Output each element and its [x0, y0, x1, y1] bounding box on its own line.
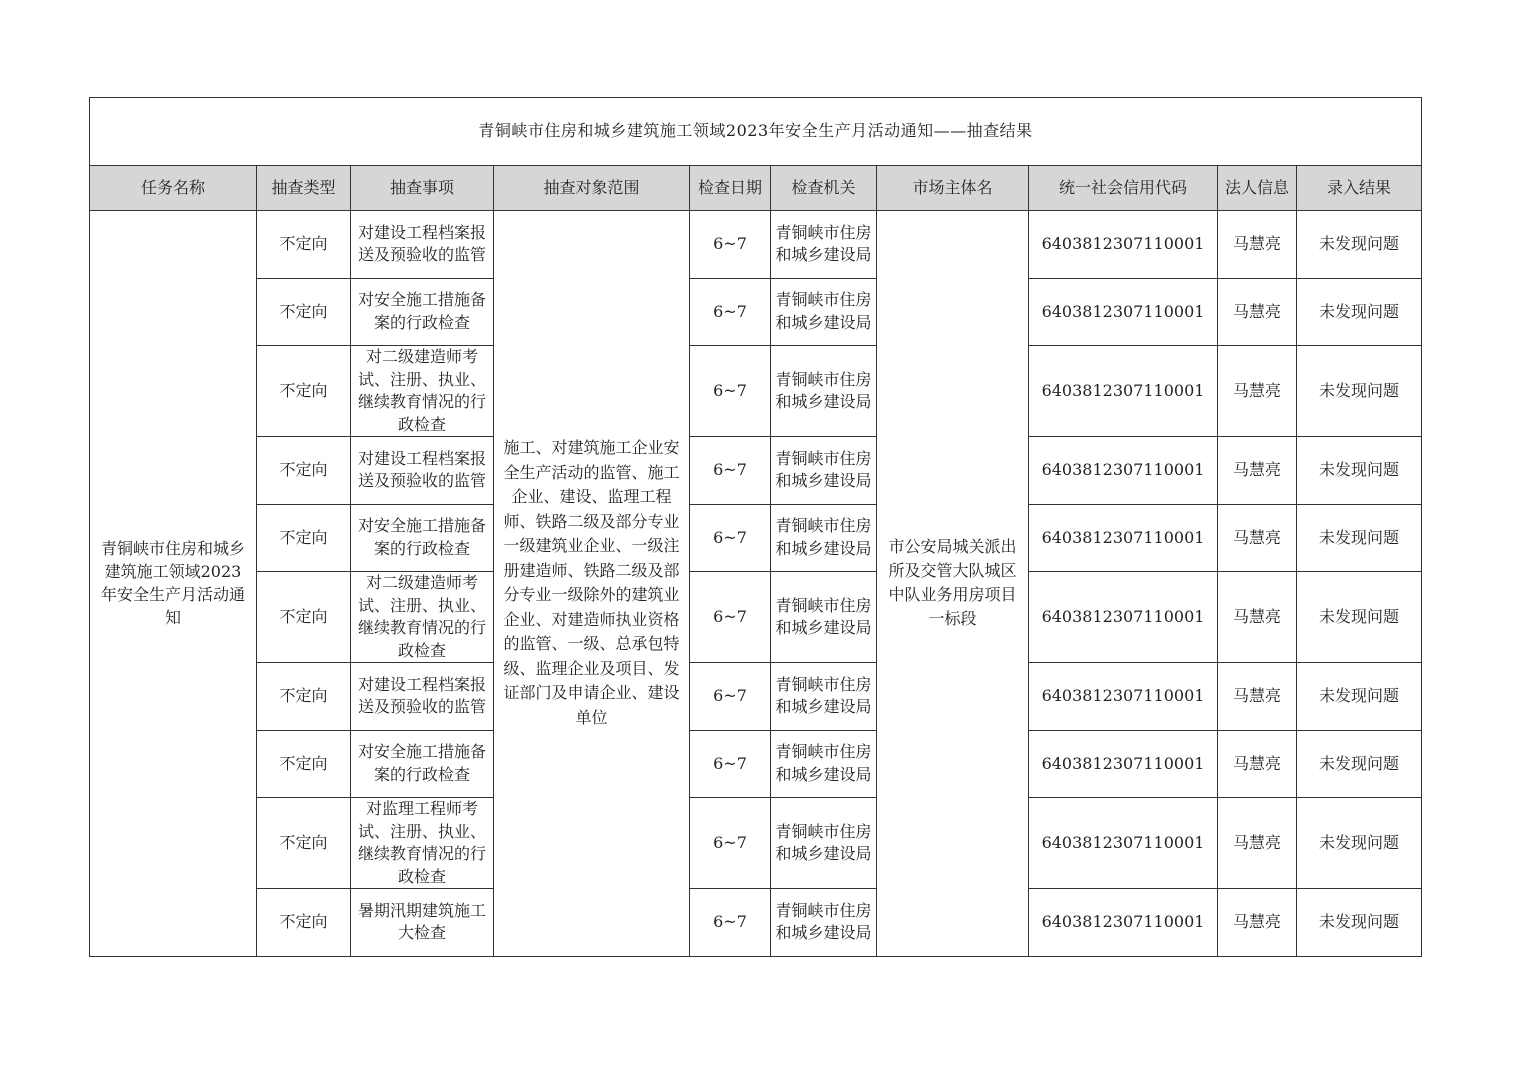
check-date-cell: 6~7 — [690, 211, 771, 279]
check-item-cell: 对二级建造师考试、注册、执业、继续教育情况的行政检查 — [351, 572, 494, 663]
check-agency-cell: 青铜峡市住房和城乡建设局 — [771, 278, 877, 346]
result-cell: 未发现问题 — [1297, 504, 1422, 572]
table-row — [90, 663, 1422, 731]
check-agency-cell: 青铜峡市住房和城乡建设局 — [771, 572, 877, 663]
check-date-cell: 6~7 — [690, 504, 771, 572]
result-cell: 未发现问题 — [1297, 278, 1422, 346]
check-date-cell: 6~7 — [690, 572, 771, 663]
legal-person-cell: 马慧亮 — [1218, 437, 1297, 505]
check-agency-cell: 青铜峡市住房和城乡建设局 — [771, 889, 877, 957]
legal-person-cell: 马慧亮 — [1218, 572, 1297, 663]
legal-person-cell: 马慧亮 — [1218, 211, 1297, 279]
header-market-entity: 市场主体名 — [877, 166, 1029, 211]
credit-code-cell: 6403812307110001 — [1029, 889, 1218, 957]
table-row — [90, 504, 1422, 572]
check-agency-cell: 青铜峡市住房和城乡建设局 — [771, 730, 877, 798]
legal-person-cell: 马慧亮 — [1218, 278, 1297, 346]
table-row — [90, 572, 1422, 663]
header-check-scope: 抽查对象范围 — [494, 166, 690, 211]
table-row — [90, 889, 1422, 957]
check-type-cell: 不定向 — [257, 572, 351, 663]
header-result: 录入结果 — [1297, 166, 1422, 211]
task-name-cell: 青铜峡市住房和城乡建筑施工领域2023年安全生产月活动通知 — [90, 211, 257, 957]
check-type-cell: 不定向 — [257, 798, 351, 889]
result-cell: 未发现问题 — [1297, 663, 1422, 731]
table-row — [90, 798, 1422, 889]
check-agency-cell: 青铜峡市住房和城乡建设局 — [771, 211, 877, 279]
result-cell: 未发现问题 — [1297, 730, 1422, 798]
credit-code-cell: 6403812307110001 — [1029, 798, 1218, 889]
result-cell: 未发现问题 — [1297, 211, 1422, 279]
check-agency-cell: 青铜峡市住房和城乡建设局 — [771, 663, 877, 731]
result-cell: 未发现问题 — [1297, 437, 1422, 505]
check-date-cell: 6~7 — [690, 346, 771, 437]
legal-person-cell: 马慧亮 — [1218, 663, 1297, 731]
credit-code-cell: 6403812307110001 — [1029, 211, 1218, 279]
table-row — [90, 278, 1422, 346]
check-agency-cell: 青铜峡市住房和城乡建设局 — [771, 346, 877, 437]
header-check-agency: 检查机关 — [771, 166, 877, 211]
check-date-cell: 6~7 — [690, 437, 771, 505]
check-agency-cell: 青铜峡市住房和城乡建设局 — [771, 504, 877, 572]
header-check-item: 抽查事项 — [351, 166, 494, 211]
header-check-type: 抽查类型 — [257, 166, 351, 211]
credit-code-cell: 6403812307110001 — [1029, 663, 1218, 731]
title-row — [90, 98, 1422, 166]
credit-code-cell: 6403812307110001 — [1029, 730, 1218, 798]
check-type-cell: 不定向 — [257, 278, 351, 346]
check-agency-cell: 青铜峡市住房和城乡建设局 — [771, 798, 877, 889]
credit-code-cell: 6403812307110001 — [1029, 572, 1218, 663]
check-type-cell: 不定向 — [257, 437, 351, 505]
check-item-cell: 对监理工程师考试、注册、执业、继续教育情况的行政检查 — [351, 798, 494, 889]
credit-code-cell: 6403812307110001 — [1029, 504, 1218, 572]
result-cell: 未发现问题 — [1297, 572, 1422, 663]
table-row — [90, 437, 1422, 505]
legal-person-cell: 马慧亮 — [1218, 798, 1297, 889]
check-type-cell: 不定向 — [257, 211, 351, 279]
check-item-cell: 对二级建造师考试、注册、执业、继续教育情况的行政检查 — [351, 346, 494, 437]
check-item-cell: 对安全施工措施备案的行政检查 — [351, 730, 494, 798]
check-type-cell: 不定向 — [257, 730, 351, 798]
check-item-cell: 对建设工程档案报送及预验收的监管 — [351, 663, 494, 731]
result-cell: 未发现问题 — [1297, 798, 1422, 889]
check-agency-cell: 青铜峡市住房和城乡建设局 — [771, 437, 877, 505]
check-item-cell: 对建设工程档案报送及预验收的监管 — [351, 211, 494, 279]
check-item-cell: 暑期汛期建筑施工大检查 — [351, 889, 494, 957]
table-row — [90, 730, 1422, 798]
check-scope-cell: 施工、对建筑施工企业安全生产活动的监管、施工企业、建设、监理工程师、铁路二级及部分专业一级建筑业企业、一级注册建造师、铁路二级及部分专业一级除外的建筑业企业、对建造师执业资格的监管、一级、总承包特级、监理企业及项目、发证部门及申请企业、建设单位 — [494, 211, 690, 957]
page-title: 青铜峡市住房和城乡建筑施工领域2023年安全生产月活动通知——抽查结果 — [90, 98, 1422, 166]
check-item-cell: 对建设工程档案报送及预验收的监管 — [351, 437, 494, 505]
header-check-date: 检查日期 — [690, 166, 771, 211]
check-type-cell: 不定向 — [257, 889, 351, 957]
check-date-cell: 6~7 — [690, 889, 771, 957]
header-credit-code: 统一社会信用代码 — [1029, 166, 1218, 211]
legal-person-cell: 马慧亮 — [1218, 346, 1297, 437]
check-item-cell: 对安全施工措施备案的行政检查 — [351, 278, 494, 346]
check-date-cell: 6~7 — [690, 730, 771, 798]
result-cell: 未发现问题 — [1297, 346, 1422, 437]
credit-code-cell: 6403812307110001 — [1029, 278, 1218, 346]
table-row — [90, 211, 1422, 279]
market-entity-cell: 市公安局城关派出所及交管大队城区中队业务用房项目一标段 — [877, 211, 1029, 957]
credit-code-cell: 6403812307110001 — [1029, 346, 1218, 437]
check-type-cell: 不定向 — [257, 504, 351, 572]
table-row — [90, 346, 1422, 437]
check-type-cell: 不定向 — [257, 663, 351, 731]
header-row — [90, 166, 1422, 211]
check-type-cell: 不定向 — [257, 346, 351, 437]
check-date-cell: 6~7 — [690, 798, 771, 889]
check-date-cell: 6~7 — [690, 278, 771, 346]
credit-code-cell: 6403812307110001 — [1029, 437, 1218, 505]
result-cell: 未发现问题 — [1297, 889, 1422, 957]
inspection-results-table — [89, 97, 1422, 957]
legal-person-cell: 马慧亮 — [1218, 504, 1297, 572]
header-task-name: 任务名称 — [90, 166, 257, 211]
legal-person-cell: 马慧亮 — [1218, 889, 1297, 957]
legal-person-cell: 马慧亮 — [1218, 730, 1297, 798]
check-item-cell: 对安全施工措施备案的行政检查 — [351, 504, 494, 572]
header-legal-person: 法人信息 — [1218, 166, 1297, 211]
check-date-cell: 6~7 — [690, 663, 771, 731]
